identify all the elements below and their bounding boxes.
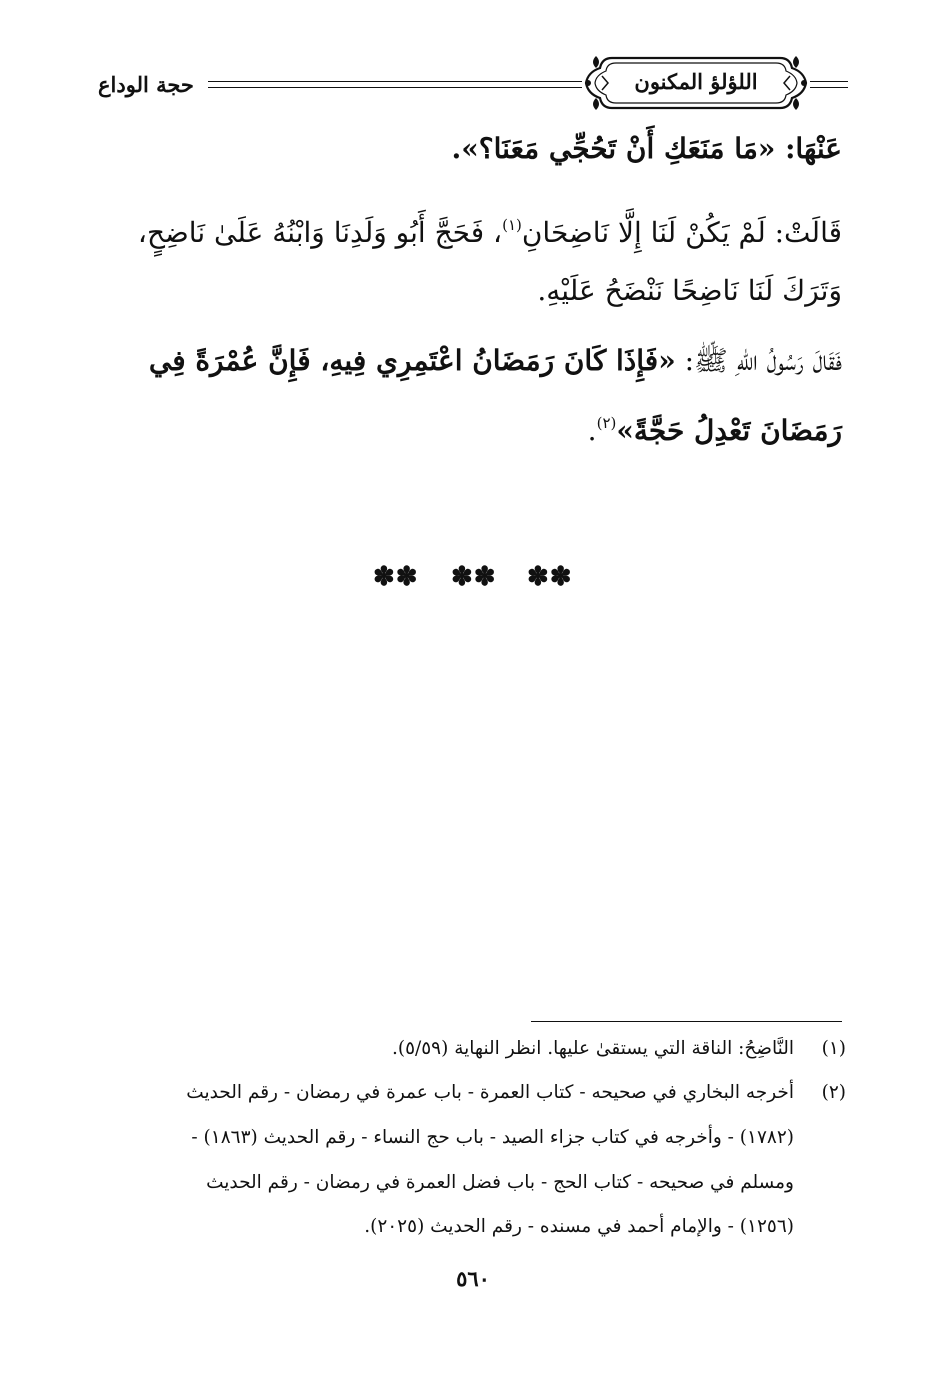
body-line-2	[102, 210, 842, 248]
running-header	[98, 50, 848, 116]
footnote-2-line-2: (١٧٨٢) - وأخرجه في كتاب جزاء الصيد - باب حج النساء - رقم الحديث (١٨٦٣) -	[191, 1127, 794, 1148]
body-line-5-text-b: .	[587, 414, 597, 447]
footnote-2-line-4: (١٢٥٦) - والإمام أحمد في مسنده - رقم الحديث (٢٠٢٥).	[364, 1216, 794, 1237]
body-line-1-text: عَنْهَا: «مَا مَنَعَكِ أَنْ تَحُجِّي مَعَنَا؟».	[451, 132, 842, 165]
body-line-2-text-a: قَالَتْ: لَمْ يَكُنْ لَنَا إِلَّا نَاضِحَانِ	[521, 216, 842, 249]
body-line-1	[102, 134, 842, 164]
section-separator	[373, 562, 573, 592]
separator-stars-3: ✽✽	[527, 562, 573, 592]
body-line-5	[102, 408, 842, 446]
separator-stars-1: ✽✽	[373, 562, 419, 592]
header-rule-right	[810, 81, 848, 88]
book-title-cartouche	[582, 50, 810, 116]
footnote-ref-2: (٢)	[596, 414, 617, 432]
body-line-3-text: وَتَرَكَ لَنَا نَاضِحًا نَنْضَحُ عَلَيْهِ.	[537, 274, 842, 307]
footnote-divider	[531, 1021, 842, 1022]
body-line-3	[102, 276, 842, 306]
separator-stars-2: ✽✽	[451, 562, 497, 592]
body-line-4	[102, 346, 842, 376]
footnote-2-line-3: ومسلم في صحيحه - كتاب الحج - باب فضل العمرة في رمضان - رقم الحديث	[206, 1172, 794, 1193]
header-rule-left	[208, 81, 582, 88]
footnote-1-number: (١)	[821, 1038, 846, 1059]
section-title: حجة الوداع	[98, 72, 194, 97]
body-line-4-text-b: «فَإِذَا كَانَ رَمَضَانُ اعْتَمِرِي فِيهِ، فَإِنَّ عُمْرَةً فِي	[148, 344, 676, 377]
footnote-2	[100, 1082, 846, 1252]
page-number: ٥٦٠	[456, 1266, 490, 1291]
footnote-2-line-1: أخرجه البخاري في صحيحه - كتاب العمرة - باب عمرة في رمضان - رقم الحديث	[186, 1082, 794, 1103]
body-line-2-text-b: ، فَحَجَّ أَبُو وَلَدِنَا وَابْنُهُ عَلَىٰ نَاضِحٍ،	[137, 216, 503, 249]
body-line-4-text-a: فَقَالَ رَسُولُ اللهِ ﷺ:	[675, 344, 842, 377]
footnote-2-number: (٢)	[821, 1082, 846, 1103]
footnote-1-line-1: النَّاضِحُ: الناقة التي يستقىٰ عليها. انظر النهاية (٥/٥٩).	[391, 1038, 794, 1059]
footnote-1	[100, 1038, 846, 1066]
body-line-5-text-a: رَمَضَانَ تَعْدِلُ حَجَّةً»	[616, 414, 842, 447]
book-title: اللؤلؤ المكنون	[634, 69, 758, 94]
footnote-ref-1: (١)	[502, 216, 522, 234]
